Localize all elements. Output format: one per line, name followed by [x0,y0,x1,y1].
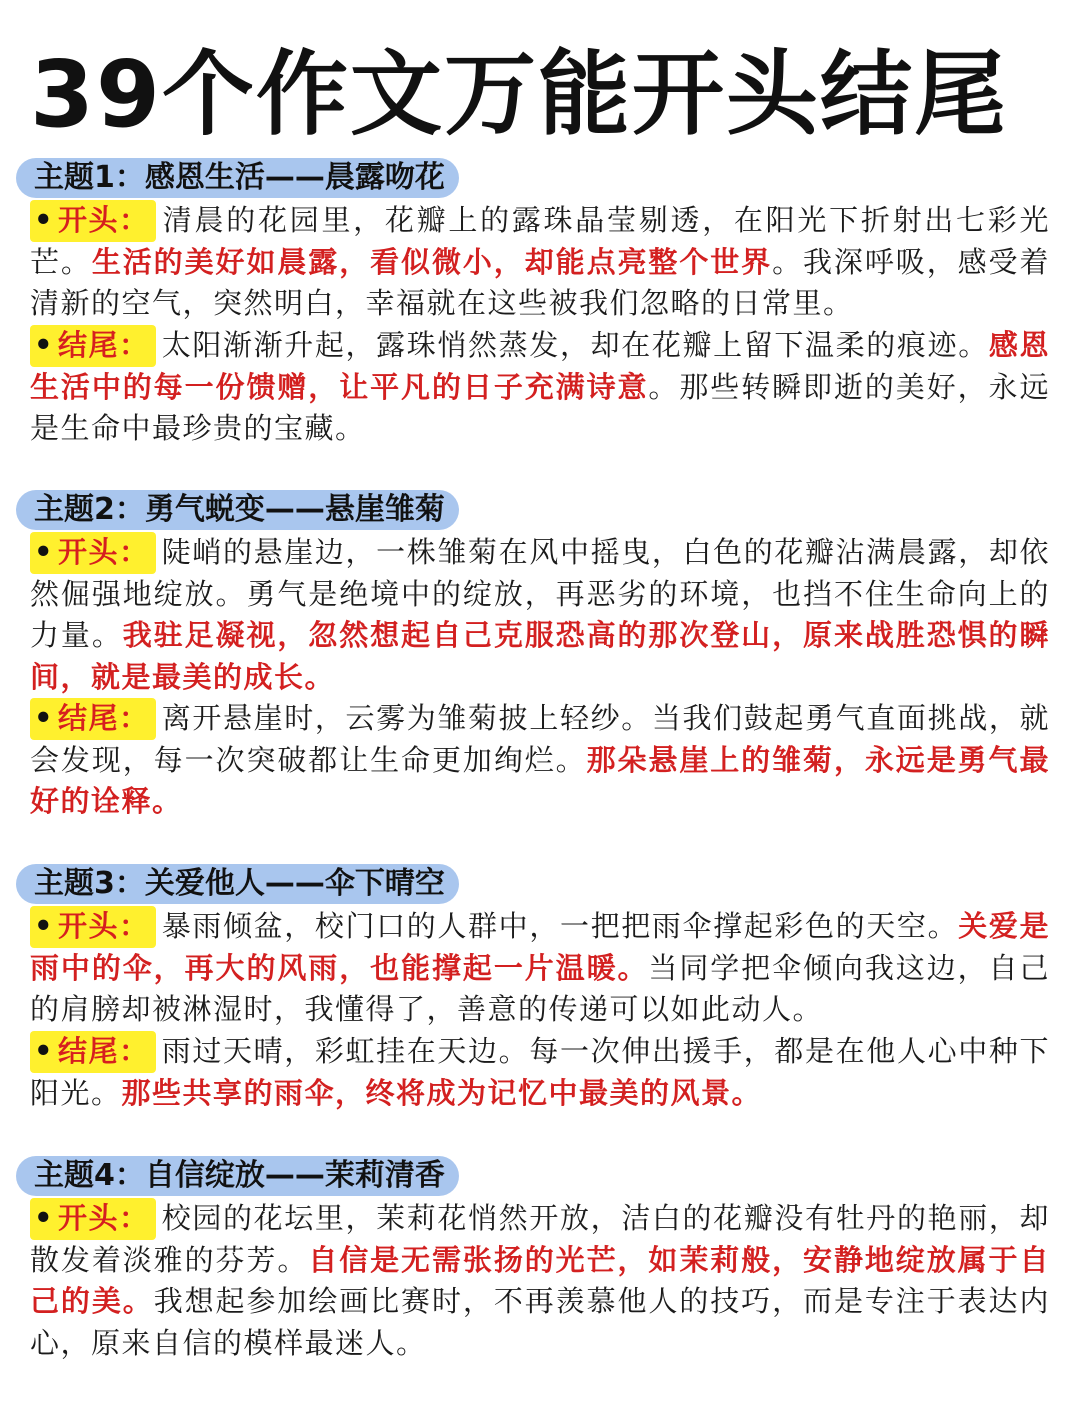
ending-paragraph [30,1031,1050,1114]
opening-label: 开头： [58,909,150,943]
ending-text: 雨过天晴，彩虹挂在天边。每一次伸出援手，都是在他人心中种下阳光。 [30,1034,1050,1110]
opening-text: 清晨的花园里，花瓣上的露珠晶莹剔透，在阳光下折射出七彩光芒。 [30,203,1050,279]
opening-tag: • 开头： [30,532,156,574]
topic-heading: 主题4：自信绽放——茉莉清香 [16,1156,459,1196]
opening-tag: • 开头： [30,906,156,948]
opening-text: 陡峭的悬崖边，一株雏菊在风中摇曳，白色的花瓣沾满晨露，却依然倔强地绽放。勇气是绝境中的绽放，再恶劣的环境，也挡不住生命向上的力量。 [30,535,1050,653]
ending-highlight: 那朵悬崖上的雏菊，永远是勇气最好的诠释。 [30,742,1050,819]
opening-text-end: 。我深呼吸，感受着清新的空气，突然明白，幸福就在这些被我们忽略的日常里。 [30,244,1050,321]
topic-heading: 主题1：感恩生活——晨露吻花 [16,158,459,198]
page-title: 39个作文万能开头结尾 [30,41,1009,148]
ending-highlight: 感恩生活中的每一份馈赠，让平凡的日子充满诗意 [30,328,1050,404]
opening-label: 开头： [58,203,150,237]
ending-tag: • 结尾： [30,1031,156,1073]
ending-tag: • 结尾： [30,698,156,740]
opening-highlight: 关爱是雨中的伞，再大的风雨，也能撑起一片温暖。 [30,909,1050,985]
opening-text-end: 我想起参加绘画比赛时，不再羡慕他人的技巧，而是专注于表达内心，原来自信的模样最迷人。 [30,1284,1050,1360]
topic-heading: 主题3：关爱他人——伞下晴空 [16,864,459,904]
ending-paragraph [30,325,1050,450]
ending-paragraph [30,698,1050,823]
opening-highlight: 我驻足凝视，忽然想起自己克服恐高的那次登山，原来战胜恐惧的瞬间，就是最美的成长。 [30,618,1050,694]
opening-tag: • 开头： [30,200,156,242]
opening-paragraph [30,200,1050,325]
opening-tag: • 开头： [30,1198,156,1240]
opening-text-end: 当同学把伞倾向我这边，自己的肩膀却被淋湿时，我懂得了，善意的传递可以如此动人。 [30,950,1050,1027]
opening-label: 开头： [58,535,150,569]
opening-paragraph [30,532,1050,698]
opening-highlight: 生活的美好如晨露，看似微小，却能点亮整个世界 [91,244,773,279]
ending-label: 结尾： [58,328,150,362]
opening-text: 暴雨倾盆，校门口的人群中，一把把雨伞撑起彩色的天空。 [161,909,959,943]
ending-text: 太阳渐渐升起，露珠悄然蒸发，却在花瓣上留下温柔的痕迹。 [161,328,989,362]
opening-highlight: 自信是无需张扬的光芒，如茉莉般，安静地绽放属于自己的美。 [30,1242,1050,1319]
ending-highlight: 那些共享的雨伞，终将成为记忆中最美的风景。 [121,1075,763,1110]
opening-text: 校园的花坛里，茉莉花悄然开放，洁白的花瓣没有牡丹的艳丽，却散发着淡雅的芬芳。 [30,1201,1050,1277]
ending-tag: • 结尾： [30,325,156,367]
opening-paragraph [30,906,1050,1031]
topic-heading: 主题2：勇气蜕变——悬崖雏菊 [16,490,459,530]
ending-label: 结尾： [58,1034,150,1068]
ending-label: 结尾： [58,701,150,735]
ending-text-end: 。那些转瞬即逝的美好，永远是生命中最珍贵的宝藏。 [30,369,1050,446]
ending-text: 离开悬崖时，云雾为雏菊披上轻纱。当我们鼓起勇气直面挑战，就会发现，每一次突破都让生命更加绚烂。 [30,701,1050,777]
opening-label: 开头： [58,1201,150,1235]
opening-paragraph [30,1198,1050,1364]
